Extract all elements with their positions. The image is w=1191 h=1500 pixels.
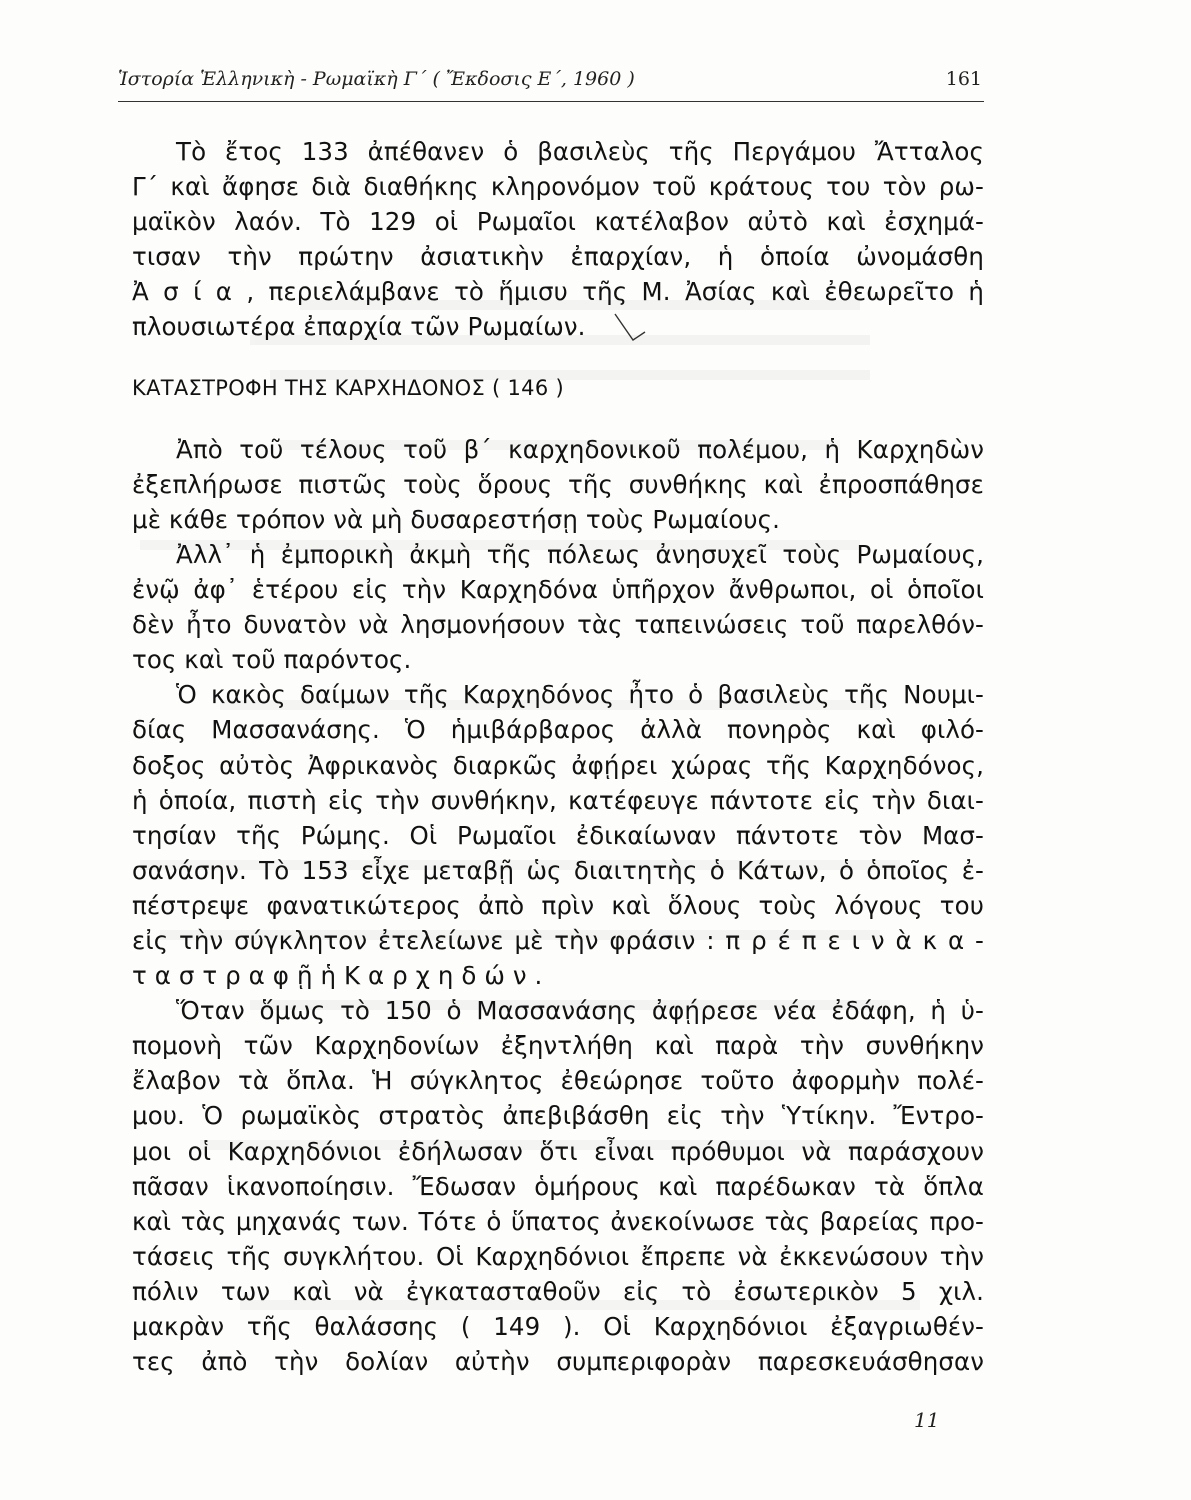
text-line: τησίαν τῆς Ρώμης. Οἱ Ρωμαῖοι ἐδικαίωναν πάντοτε τὸν Μασ- — [132, 820, 984, 850]
text-line: πλουσιωτέρα ἐπαρχία τῶν Ρωμαίων. — [132, 312, 586, 342]
text-line: πόλιν των καὶ νὰ ἐγκατασταθοῦν εἰς τὸ ἐσωτερικὸν 5 χιλ. — [132, 1276, 984, 1306]
text-line: μὲ κάθε τρόπον νὰ μὴ δυσαρεστήσῃ τοὺς Ρωμαίους. — [132, 504, 780, 534]
text-line: σανάσην. Τὸ 153 εἶχε μεταβῇ ὡς διαιτητὴς ὁ Κάτων, ὁ ὁποῖος ἐ- — [132, 855, 984, 885]
text-line: μακρὰν τῆς θαλάσσης ( 149 ). Οἱ Καρχηδόνιοι ἐξαγριωθέν- — [132, 1312, 984, 1341]
text-line: ἐνῷ ἀφ᾽ ἑτέρου εἰς τὴν Καρχηδόνα ὑπῆρχον ἄνθρωποι, οἱ ὁποῖοι — [132, 575, 984, 605]
text-line: δὲν ἦτο δυνατὸν νὰ λησμονήσουν τὰς ταπεινώσεις τοῦ παρελθόν- — [132, 610, 984, 640]
page-body — [132, 134, 984, 1379]
text-line: Ὅταν ὅμως τὸ 150 ὁ Μασσανάσης ἀφῄρεσε νέα ἐδάφη, ἡ ὑ- — [176, 996, 984, 1026]
text-line: τ α σ τ ρ α φ ῇ ἡ Κ α ρ χ η δ ώ ν . — [132, 961, 543, 991]
signature-mark: 11 — [914, 1408, 940, 1432]
text-line: τισαν τὴν πρώτην ἀσιατικὴν ἐπαρχίαν, ἡ ὁποία ὠνομάσθη — [132, 242, 984, 272]
paragraph — [132, 537, 984, 677]
text-line: μαϊκὸν λαόν. Τὸ 129 οἱ Ρωμαῖοι κατέλαβον αὐτὸ καὶ ἐσχημά- — [132, 207, 984, 237]
text-line: τος καὶ τοῦ παρόντος. — [132, 645, 412, 675]
text-line: ἐξεπλήρωσε πιστῶς τοὺς ὅρους τῆς συνθήκης καὶ ἐπροσπάθησε — [132, 469, 984, 499]
text-line: καὶ τὰς μηχανάς των. Τότε ὁ ὕπατος ἀνεκοίνωσε τὰς βαρείας προ- — [132, 1206, 984, 1236]
text-line: Γ΄ καὶ ἄφησε διὰ διαθήκης κληρονόμον τοῦ κράτους του τὸν ρω- — [132, 172, 984, 202]
paragraph — [132, 993, 984, 1379]
text-line: πᾶσαν ἱκανοποίησιν. Ἔδωσαν ὁμήρους καὶ παρέδωκαν τὰ ὅπλα — [132, 1171, 984, 1201]
text-line: εἰς τὴν σύγκλητον ἐτελείωνε μὲ τὴν φράσιν : π ρ έ π ε ι ν ὰ κ α - — [132, 925, 984, 955]
text-line: δίας Μασσανάσης. Ὁ ἡμιβάρβαρος ἀλλὰ πονηρὸς καὶ φιλό- — [132, 715, 984, 745]
text-line: πέστρεψε φανατικώτερος ἀπὸ πρὶν καὶ ὅλους τοὺς λόγους του — [132, 890, 984, 920]
section-heading: ΚΑΤΑΣΤΡΟΦΗ ΤΗΣ ΚΑΡΧΗΔΟΝΟΣ ( 146 ) — [132, 375, 564, 400]
text-line: μοι οἱ Καρχηδόνιοι ἐδήλωσαν ὅτι εἶναι πρόθυμοι νὰ παράσχουν — [132, 1136, 984, 1166]
header-title: Ἱστορία Ἑλληνικὴ - Ρωμαϊκὴ Γ΄ ( Ἔκδοσις Ε΄, 1960 ) — [118, 68, 635, 90]
text-line: ἡ ὁποία, πιστὴ εἰς τὴν συνθήκην, κατέφευγε πάντοτε εἰς τὴν διαι- — [132, 785, 984, 815]
running-header — [118, 68, 984, 98]
text-line: τάσεις τῆς συγκλήτου. Οἱ Καρχηδόνιοι ἔπρεπε νὰ ἐκκενώσουν τὴν — [132, 1241, 984, 1271]
text-line: Ἀπὸ τοῦ τέλους τοῦ β΄ καρχηδονικοῦ πολέμου, ἡ Καρχηδὼν — [176, 434, 984, 464]
text-line: πομονὴ τῶν Καρχηδονίων ἐξηντλήθη καὶ παρὰ τὴν συνθήκην — [132, 1031, 984, 1061]
text-line: δοξος αὐτὸς Ἀφρικανὸς διαρκῶς ἀφῄρει χώρας τῆς Καρχηδόνος, — [132, 750, 984, 780]
text-line: Τὸ ἔτος 133 ἀπέθανεν ὁ βασιλεὺς τῆς Περγάμου Ἄτταλος — [176, 137, 984, 166]
intro-paragraph — [132, 134, 984, 345]
text-line: Ἀλλ᾽ ἡ ἐμπορικὴ ἀκμὴ τῆς πόλεως ἀνησυχεῖ τοὺς Ρωμαίους, — [176, 539, 984, 569]
text-line: μου. Ὁ ρωμαϊκὸς στρατὸς ἀπεβιβάσθη εἰς τὴν Ὑτίκην. Ἔντρο- — [132, 1101, 984, 1131]
page-number: 161 — [945, 68, 982, 90]
pen-mark — [611, 310, 651, 350]
paragraph — [132, 432, 984, 537]
paragraph — [132, 677, 984, 993]
text-line: ἔλαβον τὰ ὅπλα. Ἡ σύγκλητος ἐθεώρησε τοῦτο ἀφορμὴν πολέ- — [132, 1066, 984, 1096]
text-line: Ἀ σ ί α , περιελάμβανε τὸ ἥμισυ τῆς Μ. Ἀσίας καὶ ἐθεωρεῖτο ἡ — [132, 277, 984, 307]
header-rule — [118, 101, 984, 102]
text-line: Ὁ κακὸς δαίμων τῆς Καρχηδόνος ἦτο ὁ βασιλεὺς τῆς Νουμι- — [176, 680, 984, 710]
text-line: τες ἀπὸ τὴν δολίαν αὐτὴν συμπεριφορὰν παρεσκευάσθησαν — [132, 1347, 984, 1377]
